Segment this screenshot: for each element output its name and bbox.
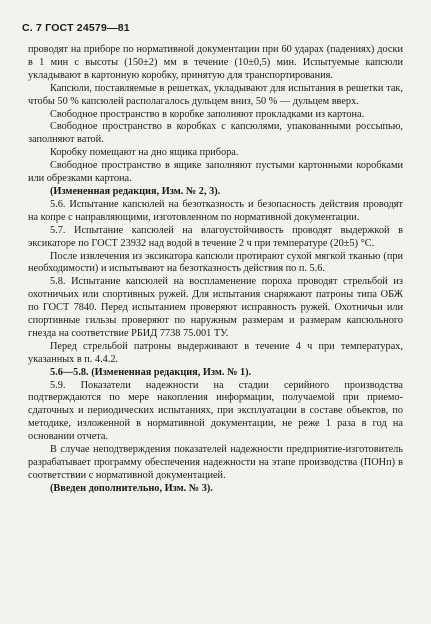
paragraph: Свободное пространство в коробках с капсюлями, упакованными россыпью, заполняют ватой. (28, 121, 403, 146)
paragraph: проводят на приборе по нормативной документации при 60 ударах (падениях) доски в 1 мин с высоты (150±2) мм в течение (10±0,5) мин. Испытуемые капсюли укладывают в картонную коробку, принятую для транспортирования. (28, 44, 403, 81)
amendment-note: (Введен дополнительно, Изм. № 3). (50, 482, 213, 494)
amendment-note: 5.6—5.8. (Измененная редакция, Изм. № 1). (50, 366, 252, 378)
paragraph: После извлечения из эксикатора капсюли протирают сухой мягкой тканью (при необходимости) и испытывают на безотказность действия по п. 5.6. (28, 250, 403, 275)
paragraph: Свободное пространство в ящике заполняют пустыми картонными коробками или обрезками картона. (28, 160, 403, 185)
paragraph: 5.9. Показатели надежности на стадии серийного производства подтверждаются по мере накопления информации, получаемой при приемо-сдаточных и периодических испытаниях, при эксплуатации в составе объектов, по методике, изложенной в нормативной документации, не реже 1 раза в год на основании отчета. (28, 379, 403, 443)
paragraph: 5.7. Испытание капсюлей на влагоустойчивость проводят выдержкой в эксикаторе по ГОСТ 23932 над водой в течение 2 ч при температуре (20±5) °С. (28, 224, 403, 249)
body-text (28, 44, 403, 496)
paragraph: Коробку помещают на дно ящика прибора. (50, 147, 239, 159)
paragraph: В случае неподтверждения показателей надежности предприятие-изготовитель разрабатывает программу обеспечения надежности на этапе производства (ПОНп) в соответствии с нормативной документацией. (28, 444, 403, 481)
page-header: С. 7 ГОСТ 24579—81 (22, 22, 130, 34)
paragraph: 5.6. Испытание капсюлей на безотказность и безопасность действия проводят на копре с направляющими, изготовленном по нормативной документации. (28, 198, 403, 223)
paragraph: Капсюли, поставляемые в решетках, укладывают для испытания в решетки так, чтобы 50 % капсюлей располагалось дульцем вниз, 50 % — дульцем вверх. (28, 82, 403, 107)
paragraph: Свободное пространство в коробке заполняют прокладками из картона. (50, 108, 365, 120)
paragraph: Перед стрельбой патроны выдерживают в течение 4 ч при температурах, указанных в п. 4.4.2. (28, 340, 403, 365)
paragraph: 5.8. Испытание капсюлей на воспламенение пороха проводят стрельбой из охотничьих или спортивных ружей. Для испытания снаряжают патроны типа ОБЖ по ГОСТ 7840. Перед испытанием проверяют исправность ружей. Охотничьи или спортивные гильзы проверяют по наружным размерам и размерам капсюльного гнезда на соответствие РБИД 7738 75.001 ТУ. (28, 276, 403, 339)
amendment-note: (Измененная редакция, Изм. № 2, 3). (50, 185, 221, 197)
